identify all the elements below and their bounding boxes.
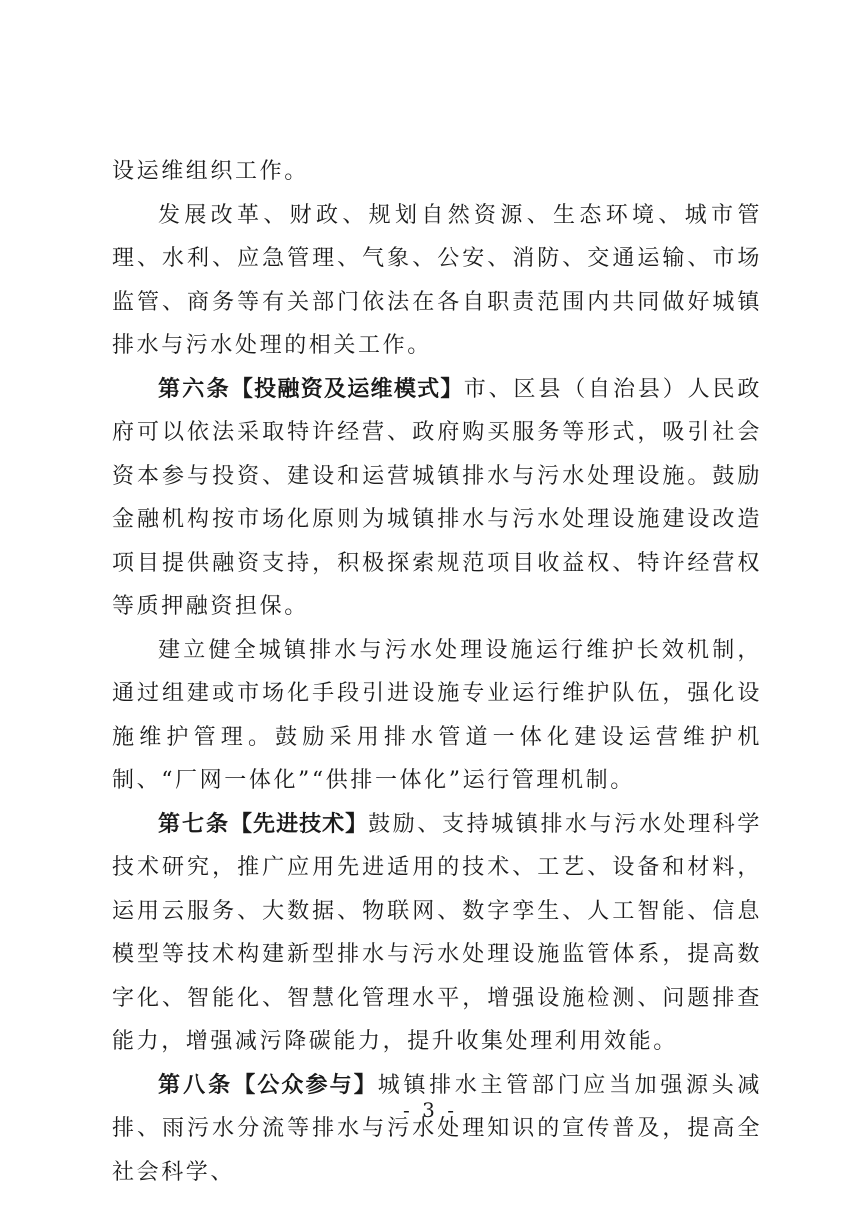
- article-title: 【投融资及运维模式】: [230, 376, 464, 402]
- paragraph-text: 发展改革、财政、规划自然资源、生态环境、城市管理、水利、应急管理、气象、公安、消防、交通运输、市场监管、商务等有关部门依法在各自职责范围内共同做好城镇排水与污水处理的相关工作。: [112, 202, 762, 358]
- article-6-paragraph: [112, 368, 762, 629]
- paragraph-1: [112, 150, 762, 194]
- paragraph-text: 市、区县（自治县）人民政府可以依法采取特许经营、政府购买服务等形式，吸引社会资本参与投资、建设和运营城镇排水与污水处理设施。鼓励金融机构按市场化原则为城镇排水与污水处理设施建设改造项目提供融资支持，积极探索规范项目收益权、特许经营权等质押融资担保。: [112, 376, 762, 619]
- paragraph-text: 城镇排水主管部门应当加强源头减排、雨污水分流等排水与污水处理知识的宣传普及，提高全社会科学、: [112, 1072, 762, 1185]
- article-8-paragraph: [112, 1064, 762, 1195]
- page-number: - 3 -: [403, 1098, 457, 1122]
- paragraph-text: 鼓励、支持城镇排水与污水处理科学技术研究，推广应用先进适用的技术、工艺、设备和材料，运用云服务、大数据、物联网、数字孪生、人工智能、信息模型等技术构建新型排水与污水处理设施监管体系，提高数字化、智能化、智慧化管理水平，增强设施检测、问题排查能力，增强减污降碳能力，提升收集处理利用效能。: [112, 811, 762, 1054]
- article-number: 第七条: [158, 811, 231, 837]
- paragraph-2: [112, 194, 762, 368]
- article-title: 【公众参与】: [233, 1072, 378, 1098]
- article-title: 【先进技术】: [230, 811, 369, 837]
- paragraph-4: [112, 629, 762, 803]
- paragraph-text: 建立健全城镇排水与污水处理设施运行维护长效机制，通过组建或市场化手段引进设施专业运行维护队伍，强化设施维护管理。鼓励采用排水管道一体化建设运营维护机制、“厂网一体化”“供排一体化”运行管理机制。: [112, 637, 762, 793]
- article-number: 第六条: [158, 376, 231, 402]
- document-body: [112, 150, 762, 1194]
- paragraph-text: 设运维组织工作。: [112, 159, 309, 184]
- article-number: 第八条: [158, 1072, 234, 1098]
- article-7-paragraph: [112, 803, 762, 1064]
